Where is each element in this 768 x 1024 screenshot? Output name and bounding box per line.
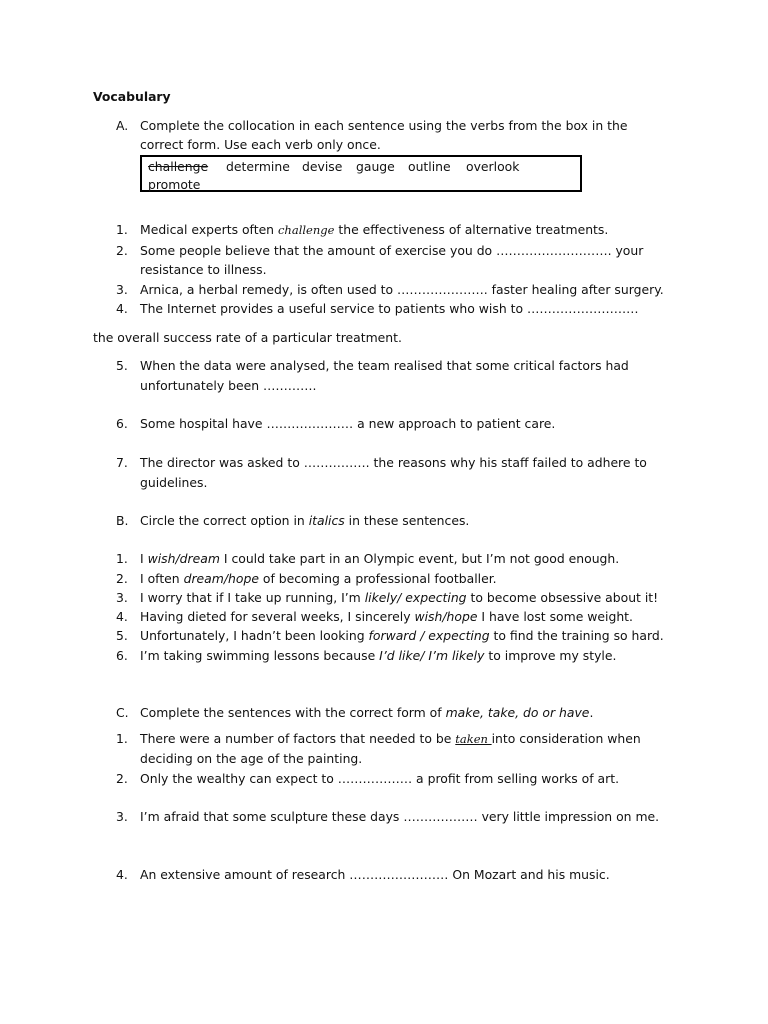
sentence-a6: Some hospital have ………………… a new approach to patient care.: [140, 416, 556, 431]
sentence-text: I’m taking swimming lessons because: [140, 648, 380, 663]
item-number: 4.: [116, 867, 128, 882]
item-number: 1.: [116, 551, 128, 566]
instruction-text: .: [589, 705, 594, 720]
word-box-word-gauge: gauge: [356, 159, 395, 174]
word-box-word-outline: outline: [408, 159, 451, 174]
sentence-a5-line1: When the data were analysed, the team realised that some critical factors had: [140, 358, 629, 373]
section-a-instruction-line1: Complete the collocation in each sentence using the verbs from the box in the: [140, 118, 628, 133]
item-number: 3.: [116, 809, 128, 824]
instruction-text: Complete the sentences with the correct form of: [140, 705, 446, 720]
item-number: 6.: [116, 648, 128, 663]
sentence-text: Having dieted for several weeks, I sincerely: [140, 609, 415, 624]
section-a-instruction-line2: correct form. Use each verb only once.: [140, 137, 381, 152]
option-choice[interactable]: wish/hope: [414, 609, 478, 624]
option-choice[interactable]: likely/ expecting: [364, 590, 467, 605]
sentence-text: Medical experts often: [140, 222, 278, 237]
option-choice[interactable]: dream/hope: [183, 571, 259, 586]
sentence-b2: [140, 571, 497, 586]
item-number: 4.: [116, 609, 128, 624]
sentence-a2-line2: resistance to illness.: [140, 262, 267, 277]
sentence-text: I could take part in an Olympic event, but I’m not good enough.: [219, 551, 620, 566]
section-b-instruction: [140, 513, 469, 528]
section-c-instruction: [140, 705, 593, 720]
handwritten-answer: taken: [455, 732, 492, 746]
sentence-text: I worry that if I take up running, I’m: [140, 590, 365, 605]
sentence-text: of becoming a professional footballer.: [258, 571, 497, 586]
sentence-a1: [140, 222, 608, 237]
sentence-a5-line2: unfortunately been ………….: [140, 378, 317, 393]
item-number: 3.: [116, 590, 128, 605]
word-box-word-challenge: challenge: [148, 159, 209, 174]
sentence-a4: The Internet provides a useful service to patients who wish to ………………………: [140, 301, 639, 316]
item-number: 7.: [116, 455, 128, 470]
sentence-text: into consideration when: [491, 731, 641, 746]
sentence-c3: I’m afraid that some sculpture these days ……………… very little impression on me.: [140, 809, 660, 824]
sentence-text: There were a number of factors that needed to be: [140, 731, 456, 746]
sentence-c4: An extensive amount of research …………………… On Mozart and his music.: [140, 867, 610, 882]
sentence-text: to find the training so hard.: [489, 628, 664, 643]
section-a-letter: A.: [116, 118, 129, 133]
item-number: 4.: [116, 301, 128, 316]
sentence-b4: [140, 609, 633, 624]
item-number: 2.: [116, 771, 128, 786]
sentence-b6: [140, 648, 616, 663]
sentence-a7-line1: The director was asked to ……………. the reasons why his staff failed to adhere to: [140, 455, 647, 470]
sentence-c2: Only the wealthy can expect to ……………… a profit from selling works of art.: [140, 771, 620, 786]
sentence-c1-line2: deciding on the age of the painting.: [140, 751, 363, 766]
sentence-text: to become obsessive about it!: [466, 590, 659, 605]
sentence-text: I: [140, 551, 148, 566]
page-title: Vocabulary: [93, 89, 171, 104]
sentence-text: Unfortunately, I hadn’t been looking: [140, 628, 369, 643]
sentence-b3: [140, 590, 658, 605]
word-box-word-promote: promote: [148, 177, 201, 192]
section-c-letter: C.: [116, 705, 129, 720]
word-box-word-determine: determine: [226, 159, 290, 174]
section-b-letter: B.: [116, 513, 129, 528]
instruction-text: in these sentences.: [344, 513, 470, 528]
option-choice[interactable]: wish/dream: [147, 551, 220, 566]
item-number: 3.: [116, 282, 128, 297]
handwritten-answer: challenge: [277, 223, 335, 237]
word-box-word-overlook: overlook: [466, 159, 520, 174]
item-number: 6.: [116, 416, 128, 431]
instruction-text: Circle the correct option in: [140, 513, 309, 528]
sentence-a3: Arnica, a herbal remedy, is often used to …………………. faster healing after surgery.: [140, 282, 664, 297]
word-box-word-devise: devise: [302, 159, 343, 174]
instruction-italic: make, take, do or have: [445, 705, 590, 720]
item-number: 2.: [116, 243, 128, 258]
item-number: 1.: [116, 731, 128, 746]
sentence-c1-line1: [140, 731, 641, 746]
option-choice[interactable]: I’d like/ I’m likely: [379, 648, 485, 663]
sentence-b1: [140, 551, 619, 566]
sentence-a2-line1: Some people believe that the amount of exercise you do ………………………. your: [140, 243, 644, 258]
sentence-b5: [140, 628, 664, 643]
item-number: 2.: [116, 571, 128, 586]
sentence-a7-line2: guidelines.: [140, 475, 208, 490]
sentence-text: I often: [140, 571, 184, 586]
sentence-text: I have lost some weight.: [477, 609, 633, 624]
item-number: 5.: [116, 358, 128, 373]
instruction-italic: italics: [308, 513, 345, 528]
item-number: 5.: [116, 628, 128, 643]
item-number: 1.: [116, 222, 128, 237]
sentence-a4-continuation: the overall success rate of a particular treatment.: [93, 330, 402, 345]
option-choice[interactable]: forward / expecting: [368, 628, 490, 643]
sentence-text: the effectiveness of alternative treatments.: [334, 222, 609, 237]
sentence-text: to improve my style.: [484, 648, 617, 663]
